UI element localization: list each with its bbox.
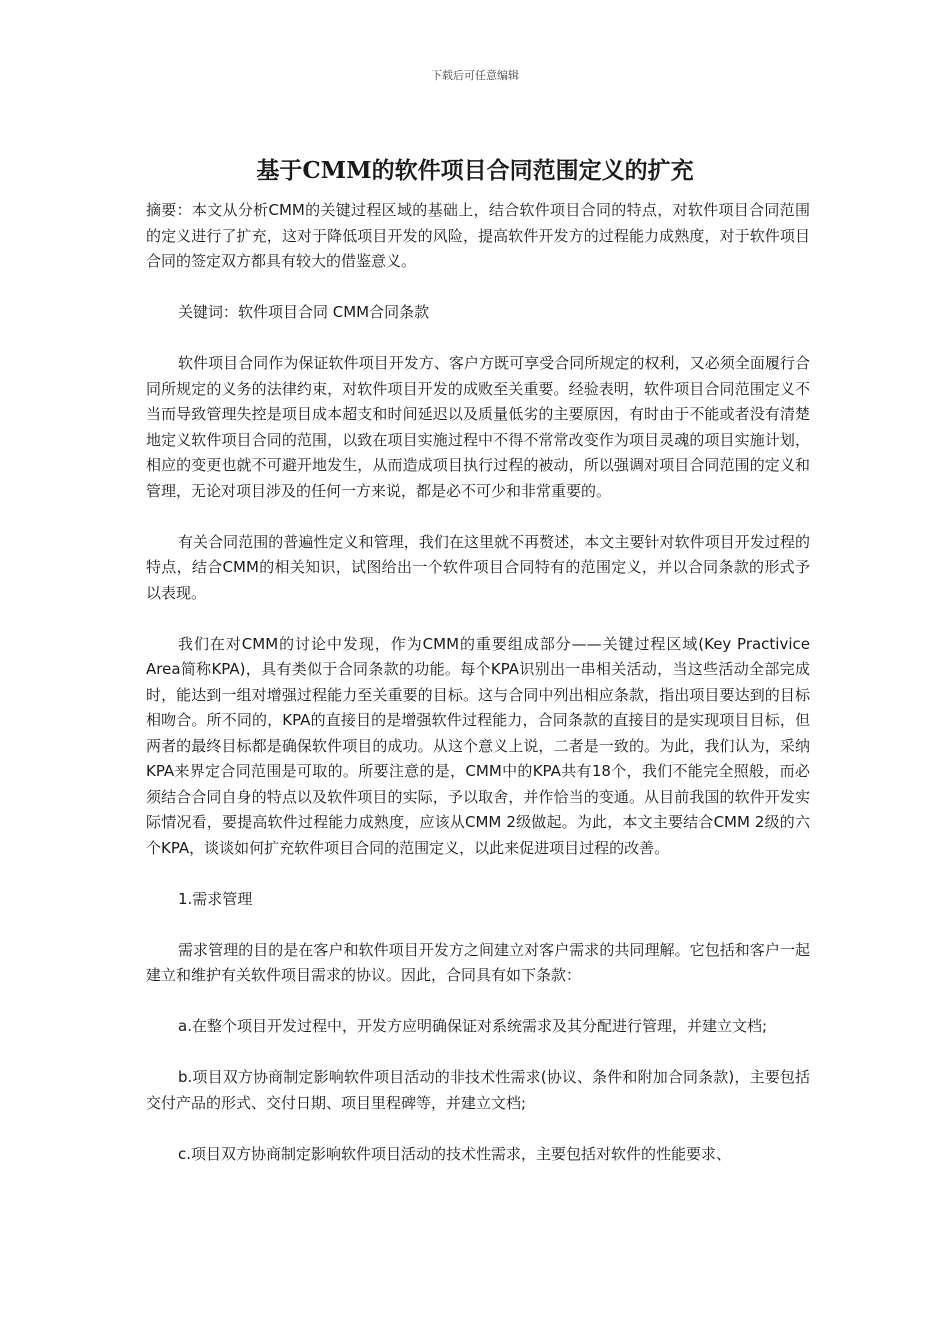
- clause-item: b.项目双方协商制定影响软件项目活动的非技术性需求(协议、条件和附加合同条款)，主要包括交付产品的形式、交付日期、项目里程碑等，并建立文档;: [146, 1068, 810, 1112]
- keywords-paragraph: 关键词：软件项目合同 CMM合同条款: [178, 303, 430, 321]
- clause-item: a.在整个项目开发过程中，开发方应明确保证对系统需求及其分配进行管理，并建立文档;: [178, 1017, 768, 1035]
- document-body: [146, 198, 810, 1193]
- body-paragraph: 有关合同范围的普遍性定义和管理，我们在这里就不再赘述，本文主要针对软件项目开发过程的特点，结合CMM的相关知识，试图给出一个软件项目合同特有的范围定义，并以合同条款的形式予以表现。: [146, 532, 810, 602]
- body-paragraph: 软件项目合同作为保证软件项目开发方、客户方既可享受合同所规定的权利，又必须全面履行合同所规定的义务的法律约束，对软件项目开发的成败至关重要。经验表明，软件项目合同范围定义不当而导致管理失控是项目成本超支和时间延迟以及质量低劣的主要原因，有时由于不能或者没有清楚地定义软件项目合同的范围，以致在项目实施过程中不得不常常改变作为项目灵魂的项目实施计划，相应的变更也就不可避开地发生，从而造成项目执行过程的被动，所以强调对项目合同范围的定义和管理，无论对项目涉及的任何一方来说，都是必不可少和非常重要的。: [146, 354, 810, 500]
- body-paragraph: 我们在对CMM的讨论中发现，作为CMM的重要组成部分——关键过程区域(Key Practivice Area简称KPA)，具有类似于合同条款的功能。每个KPA识别出一串相关活动，当这些活动全部完成时，能达到一组对增强过程能力至关重要的目标。这与合同中列出相应条款，指出项目要达到的目标相吻合。所不同的，KPA的直接目的是增强软件过程能力，合同条款的直接目的是实现项目目标，但两者的最终目标都是确保软件项目的成功。从这个意义上说，二者是一致的。为此，我们认为，采纳KPA来界定合同范围是可取的。所要注意的是，CMM中的KPA共有18个，我们不能完全照般，而必须结合合同自身的特点以及软件项目的实际，予以取舍，并作恰当的变通。从目前我国的软件开发实际情况看，要提高软件过程能力成熟度，应该从CMM 2级做起。为此，本文主要结合CMM 2级的六个KPA，谈谈如何扩充软件项目合同的范围定义，以此来促进项目过程的改善。: [146, 634, 810, 857]
- abstract-paragraph: 摘要：本文从分析CMM的关键过程区域的基础上，结合软件项目合同的特点，对软件项目合同范围的定义进行了扩充，这对于降低项目开发的风险，提高软件开发方的过程能力成熟度，对于软件项目合同的签定双方都具有较大的借鉴意义。: [146, 201, 810, 270]
- section-heading: 1.需求管理: [178, 889, 253, 908]
- header-note: 下载后可任意编辑: [431, 69, 519, 82]
- body-paragraph: 需求管理的目的是在客户和软件项目开发方之间建立对客户需求的共同理解。它包括和客户一起建立和维护有关软件项目需求的协议。因此，合同具有如下条款：: [146, 940, 810, 984]
- page-title: 基于CMM的软件项目合同范围定义的扩充: [256, 157, 694, 184]
- clause-item: c.项目双方协商制定影响软件项目活动的技术性需求，主要包括对软件的性能要求、: [178, 1144, 732, 1163]
